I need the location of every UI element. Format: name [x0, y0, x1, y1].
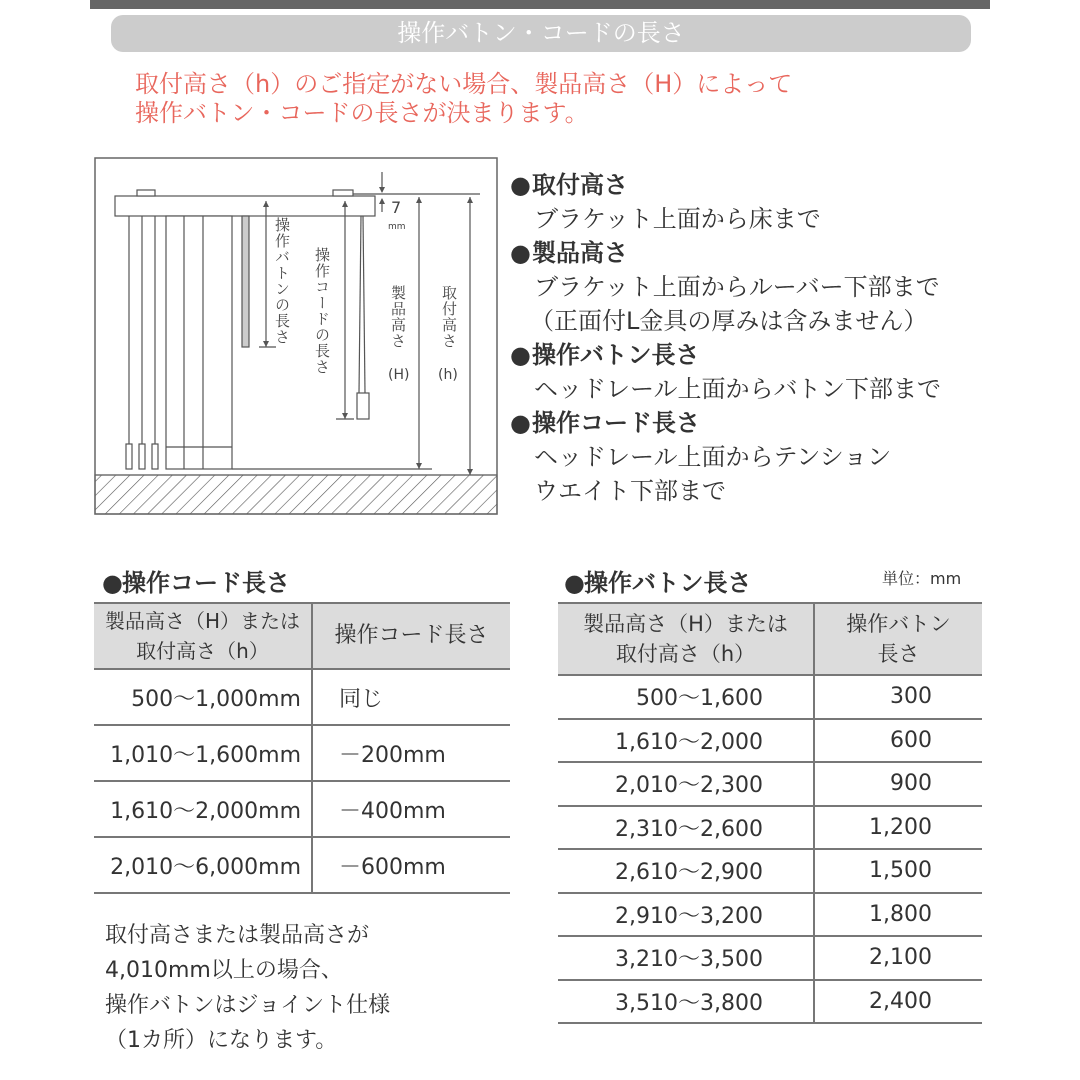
floor-hatch: [95, 475, 497, 514]
baton-header-height: 製品高さ（H）または 取付高さ（h）: [558, 603, 814, 675]
cord-length-label: 操作コードの長さ: [313, 247, 331, 375]
bullet-icon: ●: [564, 569, 585, 597]
bullet-icon: ●: [510, 341, 531, 369]
table-row: 500〜1,000mm 同じ: [94, 669, 510, 725]
table-row: 2,010〜6,000mm －600mm: [94, 837, 510, 893]
table-row: 1,610〜2,000 600: [558, 719, 982, 763]
baton-table-title: ●操作バトン長さ: [564, 569, 752, 597]
table-row: 2,010〜2,300 900: [558, 762, 982, 806]
top-banner-bar: [90, 0, 990, 9]
notice-text: [135, 70, 955, 128]
baton-header-length: 操作バトン 長さ: [814, 603, 982, 675]
operation-baton: [242, 216, 249, 347]
table-row: 3,510〜3,800 2,400: [558, 980, 982, 1024]
table-row: 2,610〜2,900 1,500: [558, 849, 982, 893]
product-height-label: 製品高さ: [389, 285, 407, 349]
definitions-list: [510, 168, 1000, 508]
bracket-left: [137, 190, 155, 196]
cord-table-title: ●操作コード長さ: [102, 569, 290, 597]
bracket-right: [333, 190, 353, 196]
svg-text:(H): (H): [388, 367, 410, 383]
table-row: 1,010〜1,600mm －200mm: [94, 725, 510, 781]
bullet-icon: ●: [510, 171, 531, 199]
tension-weight: [357, 393, 369, 419]
notice-line-2: 操作バトン・コードの長さが決まります。: [135, 99, 589, 127]
bullet-icon: ●: [510, 239, 531, 267]
definition-baton-length: ●操作バトン長さ ヘッドレール上面からバトン下部まで: [510, 338, 1000, 406]
definition-mount-height: ●取付高さ ブラケット上面から床まで: [510, 168, 1000, 236]
table-row: 3,210〜3,500 2,100: [558, 936, 982, 980]
baton-length-label: 操作バトンの長さ: [273, 217, 291, 345]
head-rail: [115, 196, 375, 216]
unit-label: 単位：mm: [882, 569, 962, 588]
section-header: 操作バトン・コードの長さ: [111, 15, 971, 52]
bullet-icon: ●: [510, 409, 531, 437]
notice-line-1: 取付高さ（h）のご指定がない場合、製品高さ（H）によって: [135, 70, 793, 98]
cord-header-height: 製品高さ（H）または 取付高さ（h）: [94, 603, 312, 669]
bullet-icon: ●: [102, 569, 123, 597]
svg-text:7: 7: [391, 198, 402, 217]
blind-dimension-diagram: [94, 157, 498, 515]
table-row: 2,310〜2,600 1,200: [558, 806, 982, 850]
definition-cord-length: ●操作コード長さ ヘッドレール上面からテンション ウエイト下部まで: [510, 406, 1000, 508]
joint-footnote: 取付高さまたは製品高さが 4,010mm以上の場合、 操作バトンはジョイント仕様 （1カ所）になります。: [105, 923, 391, 1053]
mount-height-label: 取付高さ: [440, 285, 458, 349]
definition-product-height: ●製品高さ ブラケット上面からルーバー下部まで （正面付L金具の厚みは含みません）: [510, 236, 1000, 338]
svg-text:(h): (h): [438, 367, 458, 383]
table-row: 1,610〜2,000mm －400mm: [94, 781, 510, 837]
table-row: 500〜1,600 300: [558, 675, 982, 719]
svg-text:mm: mm: [388, 222, 406, 232]
louvers: [166, 216, 232, 469]
baton-length-table: [558, 602, 982, 1024]
cord-header-length: 操作コード長さ: [312, 603, 510, 669]
table-row: 2,910〜3,200 1,800: [558, 893, 982, 937]
cord-length-table: [94, 602, 510, 894]
